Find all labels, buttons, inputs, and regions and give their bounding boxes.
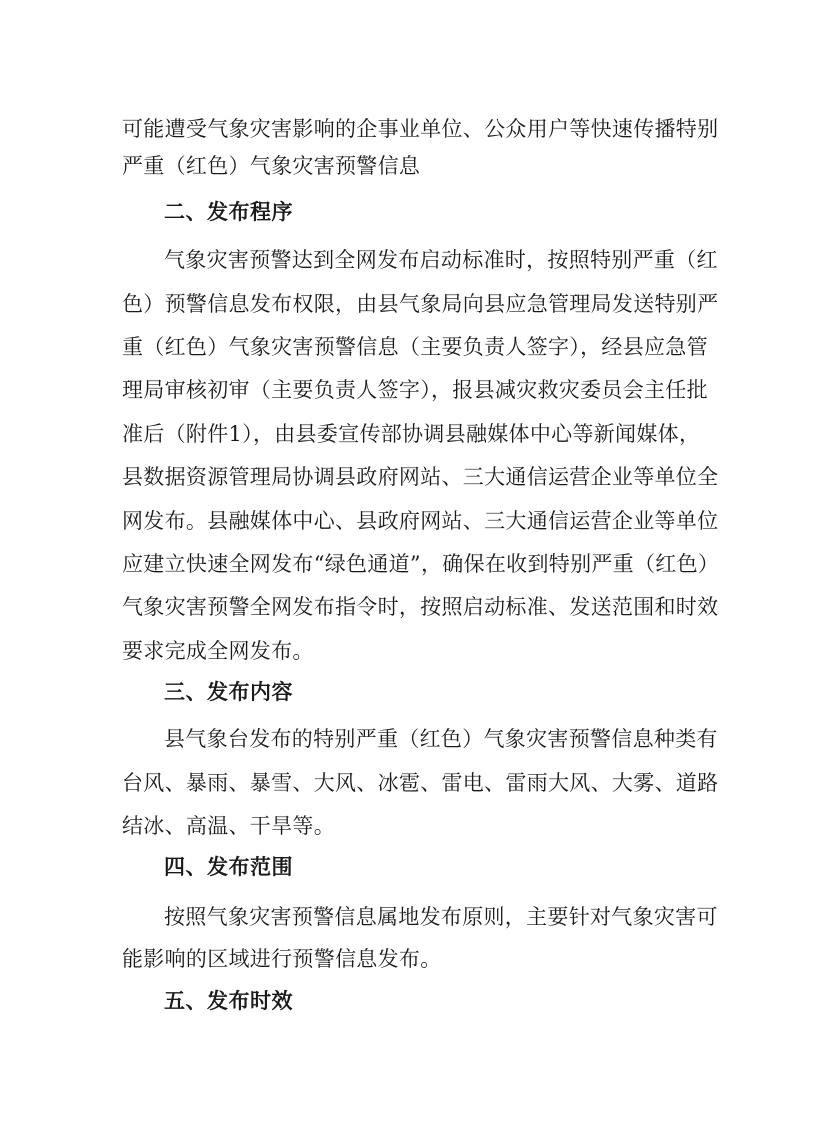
intro-line-1: 可能遭受气象灾害影响的企事业单位、公众用户等快速传播特别 — [122, 117, 719, 141]
paragraph-line: 能影响的区域进行预警信息发布。 — [122, 947, 442, 971]
paragraph-line: 要求完成全网发布。 — [122, 639, 314, 663]
paragraph-line: 重（红色）气象灾害预警信息（主要负责人签字），经县应急管 — [122, 335, 708, 359]
paragraph-line: 理局审核初审（主要负责人签字），报县减灾救灾委员会主任批 — [122, 378, 708, 402]
paragraph-line: 结冰、高温、干旱等。 — [122, 814, 335, 838]
paragraph-line: 台风、暴雨、暴雪、大风、冰雹、雷电、雷雨大风、大雾、道路 — [122, 771, 719, 795]
paragraph-line: 气象灾害预警达到全网发布启动标准时，按照特别严重（红 — [164, 248, 718, 272]
paragraph-line: 网发布。县融媒体中心、县政府网站、三大通信运营企业等单位 — [122, 509, 719, 533]
paragraph-line: 县数据资源管理局协调县政府网站、三大通信运营企业等单位全 — [122, 465, 719, 489]
intro-line-2: 严重（红色）气象灾害预警信息 — [122, 154, 421, 178]
paragraph-line: 应建立快速全网发布“绿色通道”，确保在收到特别严重（红色） — [122, 552, 720, 576]
section-heading-3: 三、发布内容 — [164, 680, 293, 704]
paragraph-line: 县气象台发布的特别严重（红色）气象灾害预警信息种类有 — [164, 727, 718, 751]
section-heading-4: 四、发布范围 — [164, 855, 293, 879]
section-heading-2: 二、发布程序 — [164, 200, 293, 224]
paragraph-line: 色）预警信息发布权限，由县气象局向县应急管理局发送特别严 — [122, 292, 719, 316]
paragraph-line: 准后（附件1），由县委宣传部协调县融媒体中心等新闻媒体， — [122, 422, 701, 446]
section-heading-5: 五、发布时效 — [164, 989, 293, 1013]
paragraph-line: 按照气象灾害预警信息属地发布原则，主要针对气象灾害可 — [164, 905, 718, 929]
paragraph-line: 气象灾害预警全网发布指令时，按照启动标准、发送范围和时效 — [122, 595, 719, 619]
